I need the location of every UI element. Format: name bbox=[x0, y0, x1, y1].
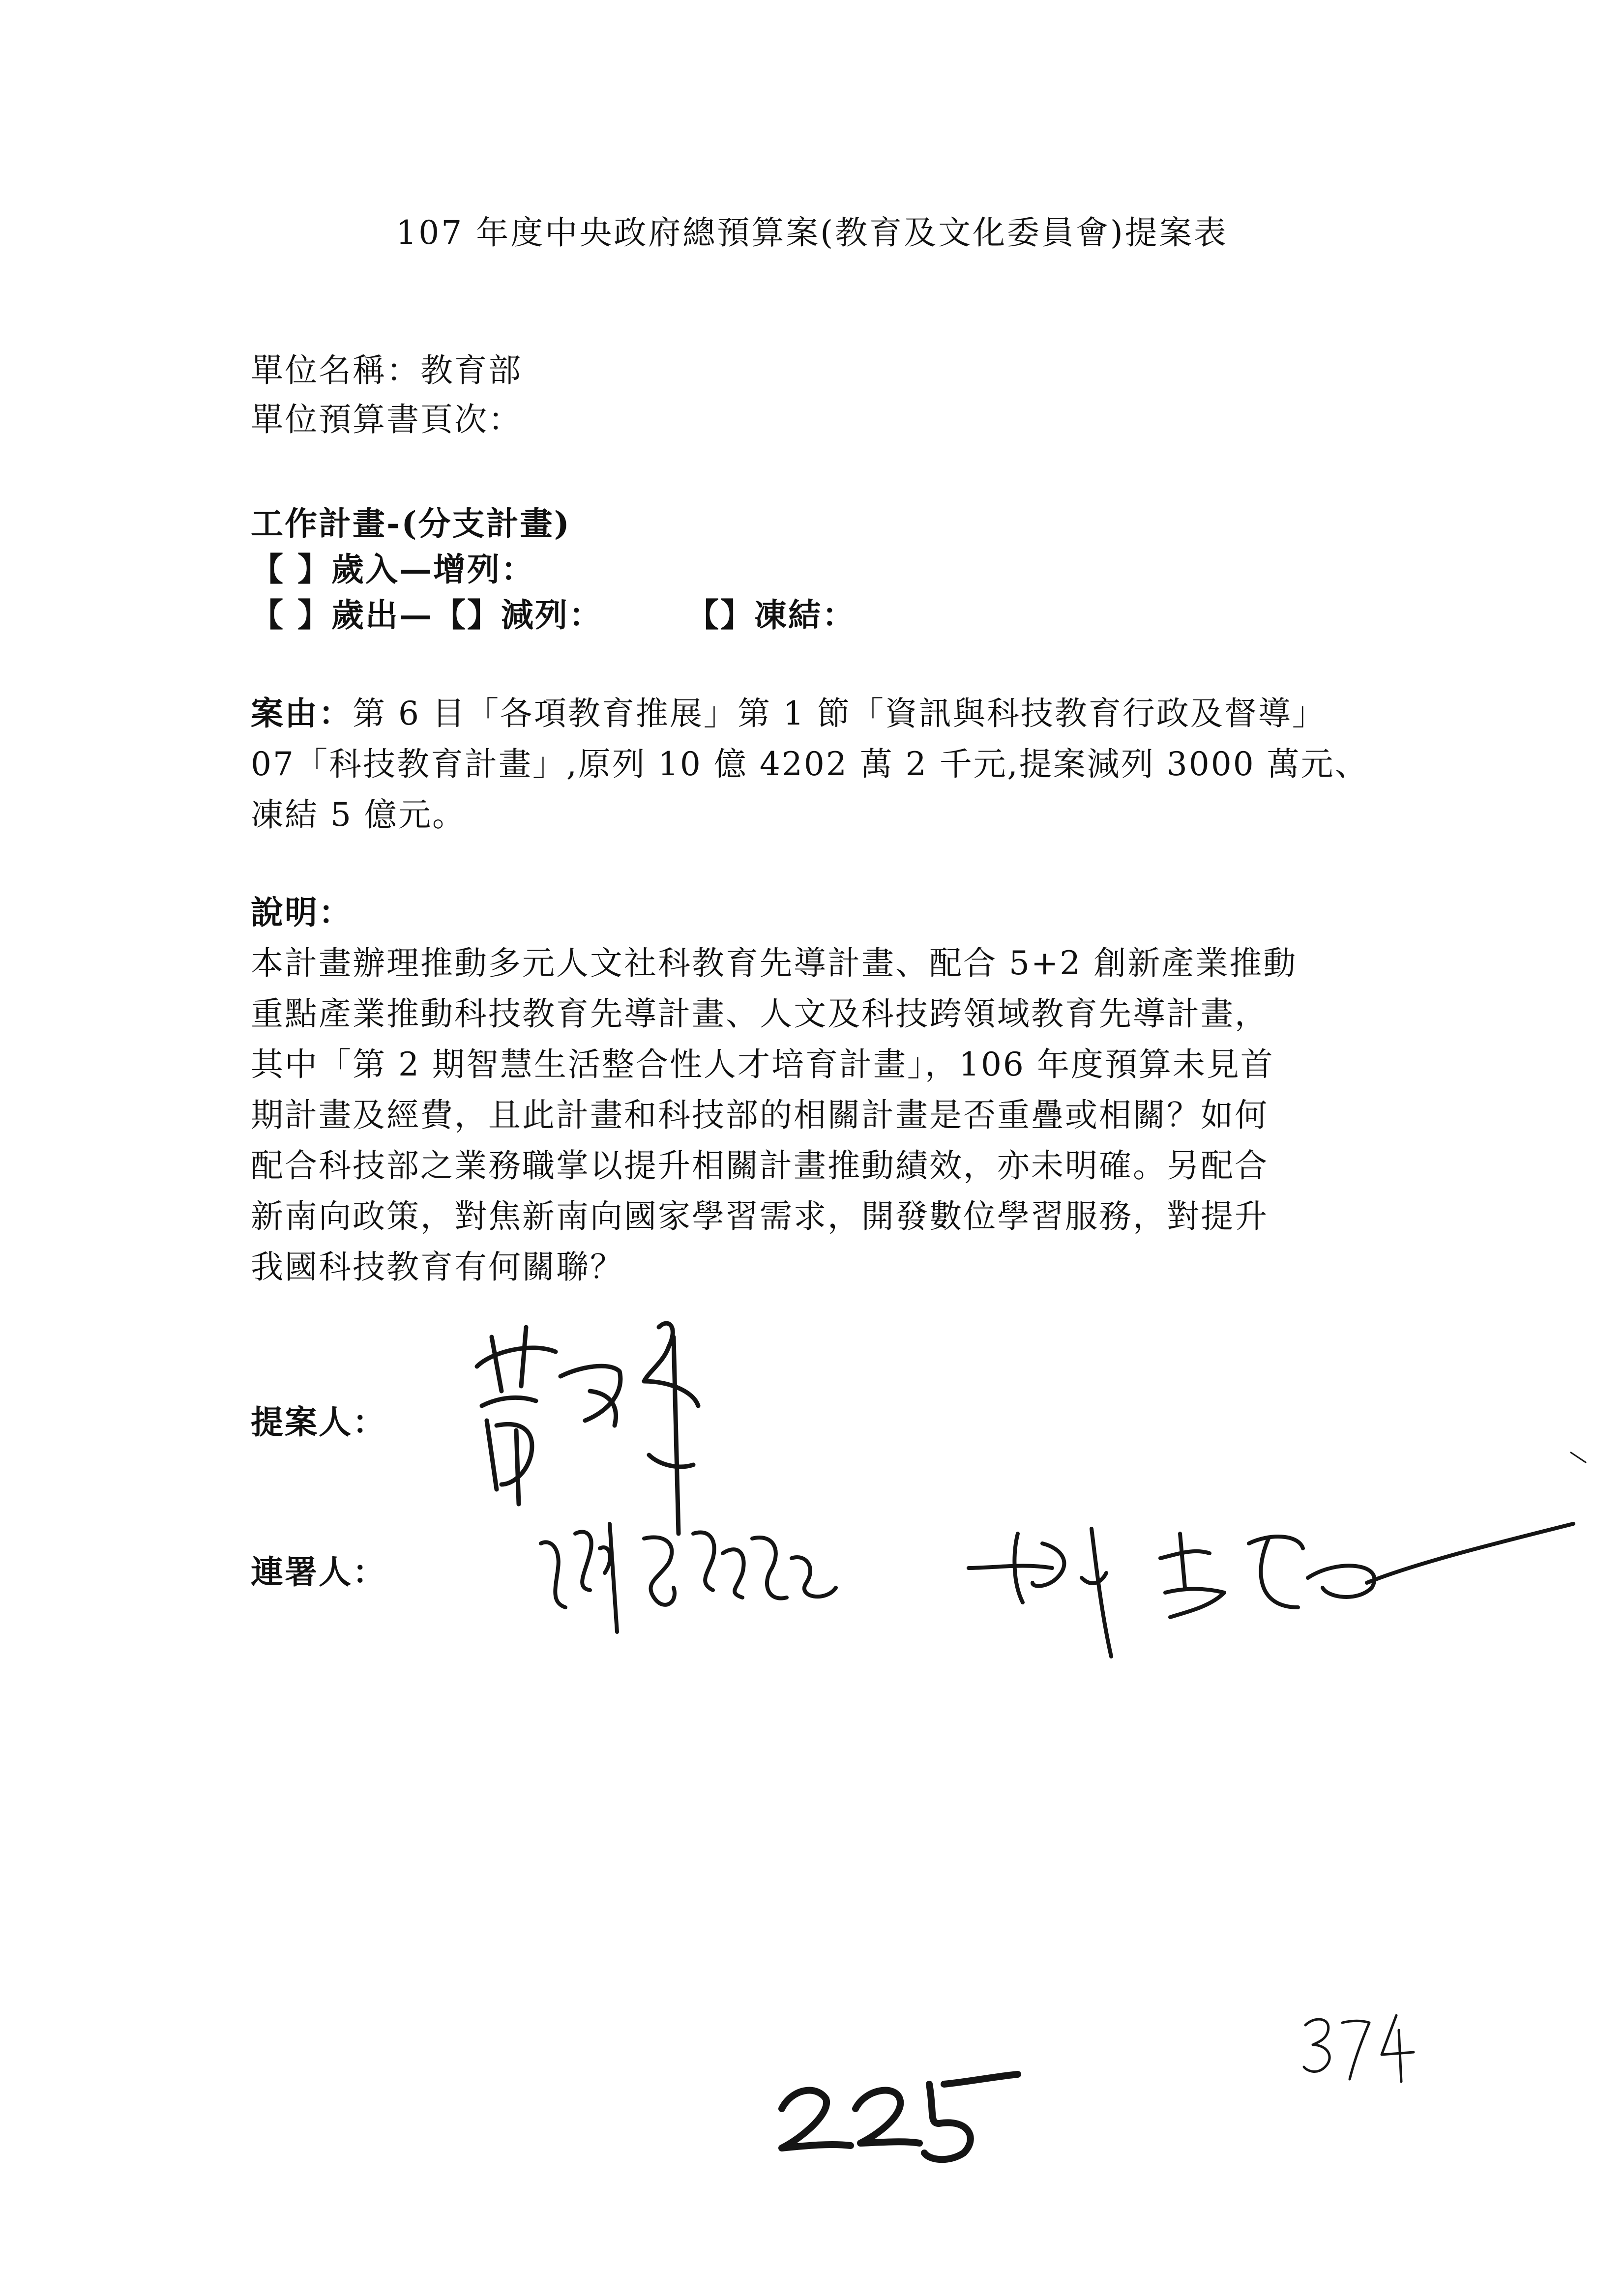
case-section bbox=[251, 688, 1401, 840]
handwritten-page-number bbox=[772, 2055, 1028, 2168]
corner-page-number bbox=[1298, 2010, 1416, 2084]
explanation-label: 說明： bbox=[251, 893, 353, 931]
explanation-line: 重點產業推動科技教育先導計畫、人文及科技跨領域教育先導計畫， bbox=[251, 995, 1269, 1033]
unit-name: 單位名稱：教育部 bbox=[251, 351, 522, 389]
proposer-label: 提案人： bbox=[251, 1403, 386, 1441]
stray-mark bbox=[1568, 1450, 1588, 1465]
explanation-line: 配合科技部之業務職掌以提升相關計畫推動績效，亦未明確。另配合 bbox=[251, 1147, 1269, 1185]
unit-budget-page: 單位預算書頁次： bbox=[251, 401, 522, 438]
cosigner-signature-2 bbox=[964, 1514, 1583, 1691]
explanation-line: 本計畫辦理推動多元人文社科教育先導計畫、配合 5+2 創新產業推動 bbox=[251, 944, 1298, 982]
cosigner-signature-1 bbox=[531, 1504, 846, 1642]
cosigner-label: 連署人： bbox=[251, 1553, 386, 1591]
explanation-line: 期計畫及經費，且此計畫和科技部的相關計畫是否重疊或相關？如何 bbox=[251, 1096, 1269, 1134]
case-label: 案由： bbox=[251, 694, 353, 732]
explanation-line: 其中「第 2 期智慧生活整合性人才培育計畫」，106 年度預算未見首 bbox=[251, 1046, 1274, 1083]
expenditure-label: 【 】歲出—【】減列： bbox=[251, 596, 603, 634]
expenditure-line bbox=[251, 589, 856, 636]
revenue-line: 【 】歲入—增列： bbox=[251, 550, 535, 588]
case-line: 第 6 目「各項教育推展」第 1 節「資訊與科技教育行政及督導」 bbox=[353, 695, 1326, 732]
case-line: 凍結 5 億元。 bbox=[251, 796, 466, 834]
freeze-label: 【】凍結： bbox=[686, 596, 856, 634]
work-plan-heading: 工作計畫-(分支計畫) bbox=[251, 504, 571, 543]
explanation-line: 我國科技教育有何關聯？ bbox=[251, 1248, 624, 1286]
explanation-line: 新南向政策，對焦新南向國家學習需求，開發數位學習服務，對提升 bbox=[251, 1197, 1269, 1235]
explanation-section bbox=[251, 887, 1401, 1292]
case-line: 07「科技教育計畫」,原列 10 億 4202 萬 2 千元,提案減列 3000 萬元、 bbox=[251, 745, 1369, 783]
document-title: 107 年度中央政府總預算案(教育及文化委員會)提案表 bbox=[396, 214, 1228, 252]
